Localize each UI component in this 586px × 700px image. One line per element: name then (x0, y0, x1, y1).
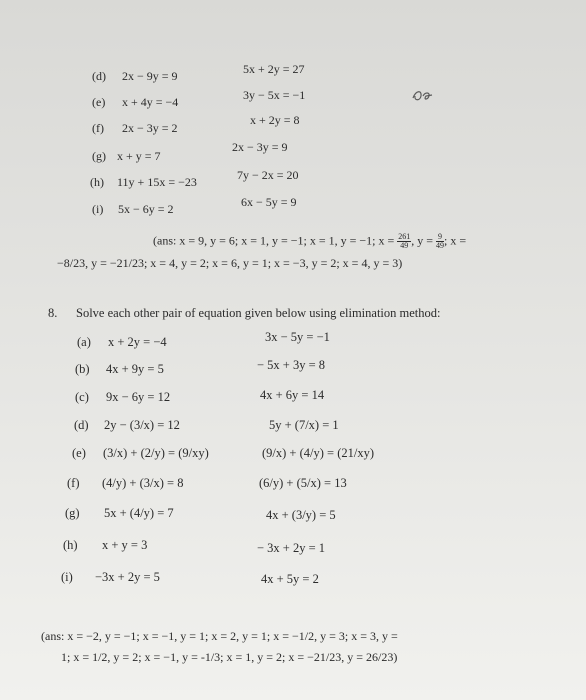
p8-answer-line1: (ans: x = −2, y = −1; x = −1, y = 1; x = 2, y = 1; x = −1/2, y = 3; x = 3, y = (41, 629, 398, 643)
p8-eq-right-i: 4x + 5y = 2 (261, 572, 319, 586)
p7-label-d: (d) (92, 69, 106, 83)
p8-eq-left-b: 4x + 9y = 5 (106, 362, 164, 376)
p8-eq-left-a: x + 2y = −4 (108, 335, 167, 349)
p8-label-g: (g) (65, 506, 80, 520)
p8-eq-left-i: −3x + 2y = 5 (95, 570, 160, 584)
p8-label-b: (b) (75, 362, 90, 376)
p8-label-c: (c) (75, 390, 89, 404)
p7-answer-line1 (153, 233, 466, 250)
p7-eq-left-g: x + y = 7 (117, 149, 161, 163)
p7-answer-part-c: ; x = (444, 233, 467, 248)
p8-label-f: (f) (67, 476, 80, 490)
p7-eq-right-f: x + 2y = 8 (250, 113, 300, 127)
p7-label-f: (f) (92, 121, 104, 135)
p8-eq-right-c: 4x + 6y = 14 (260, 388, 325, 402)
p8-eq-right-a: 3x − 5y = −1 (265, 330, 330, 344)
p8-eq-left-c: 9x − 6y = 12 (106, 390, 171, 404)
frac2-denominator: 49 (436, 241, 445, 250)
p8-label-e: (e) (72, 446, 86, 460)
p8-label-d: (d) (74, 418, 89, 432)
p8-label-a: (a) (77, 335, 91, 349)
p8-eq-left-h: x + y = 3 (102, 538, 148, 552)
p8-answer-line2: 1; x = 1/2, y = 2; x = −1, y = -1/3; x = 1, y = 2; x = −21/23, y = 26/23) (61, 650, 398, 664)
p8-eq-right-g: 4x + (3/y) = 5 (266, 508, 336, 522)
frac1-denominator: 49 (400, 241, 409, 250)
question-number: 8. (48, 306, 58, 320)
frac1-numerator: 261 (398, 232, 411, 241)
p7-eq-left-f: 2x − 3y = 2 (122, 121, 178, 135)
p7-answer-fraction-1 (397, 233, 411, 250)
p7-eq-left-i: 5x − 6y = 2 (118, 202, 174, 216)
p8-eq-right-b: − 5x + 3y = 8 (257, 358, 326, 372)
p8-label-h: (h) (63, 538, 78, 552)
p8-eq-left-g: 5x + (4/y) = 7 (104, 506, 174, 520)
p7-eq-right-h: 7y − 2x = 20 (237, 168, 299, 182)
p7-answer-fraction-2 (436, 233, 444, 250)
p7-answer-part-a: (ans: x = 9, y = 6; x = 1, y = −1; x = 1, y = −1; x = (153, 233, 395, 248)
handwritten-scribble-icon (410, 86, 444, 108)
p7-eq-left-e: x + 4y = −4 (122, 95, 179, 109)
p7-eq-right-i: 6x − 5y = 9 (241, 195, 297, 209)
p8-eq-right-f: (6/y) + (5/x) = 13 (259, 476, 347, 490)
p8-eq-right-d: 5y + (7/x) = 1 (269, 418, 339, 432)
p7-eq-left-h: 11y + 15x = −23 (117, 175, 197, 189)
p8-eq-right-h: − 3x + 2y = 1 (257, 541, 326, 555)
p8-eq-left-e: (3/x) + (2/y) = (9/xy) (103, 446, 209, 460)
p8-eq-right-e: (9/x) + (4/y) = (21/xy) (262, 446, 374, 460)
p7-answer-line2: −8/23, y = −21/23; x = 4, y = 2; x = 6, y = 1; x = −3, y = 2; x = 4, y = 3) (57, 256, 403, 270)
p7-label-e: (e) (92, 95, 106, 109)
p7-label-g: (g) (92, 149, 106, 163)
p7-eq-left-d: 2x − 9y = 9 (122, 69, 178, 83)
p7-label-i: (i) (92, 202, 104, 216)
p7-label-h: (h) (90, 175, 104, 189)
p8-label-i: (i) (61, 570, 73, 584)
p7-eq-right-d: 5x + 2y = 27 (243, 62, 305, 76)
p7-eq-right-e: 3y − 5x = −1 (243, 88, 306, 102)
question-instruction: Solve each other pair of equation given below using elimination method: (76, 306, 441, 320)
p7-answer-part-b: , y = (411, 233, 434, 248)
p8-eq-left-f: (4/y) + (3/x) = 8 (102, 476, 184, 490)
frac2-numerator: 9 (438, 232, 443, 241)
p7-eq-right-g: 2x − 3y = 9 (232, 140, 288, 154)
p8-eq-left-d: 2y − (3/x) = 12 (104, 418, 180, 432)
